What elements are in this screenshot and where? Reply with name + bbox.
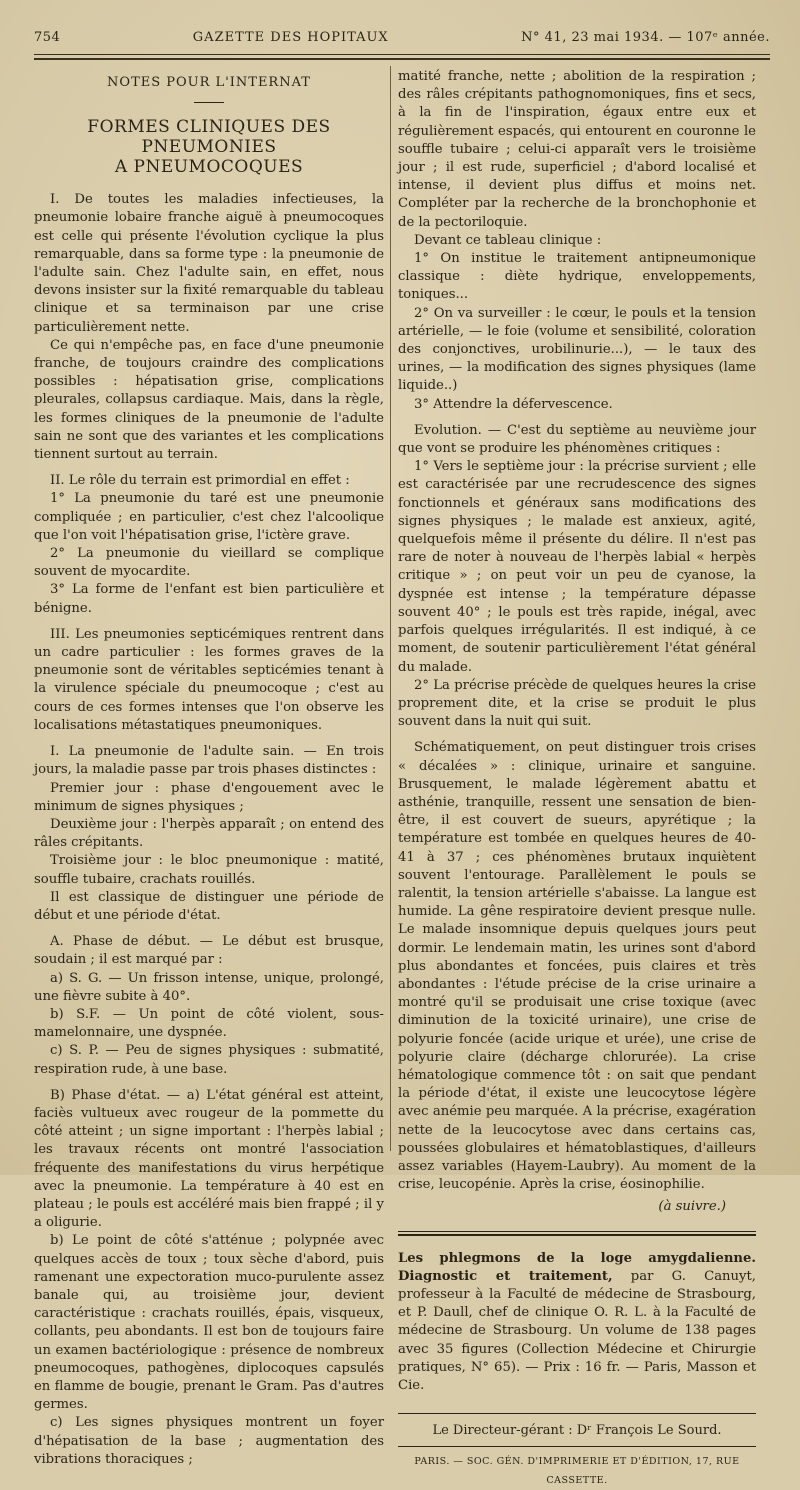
page-header (34, 30, 770, 45)
paragraph: b) Le point de côté s'atténue ; polypnée avec quelques accès de toux ; toux sèche d'abord, puis ramenant une expectoration muco-purulente assez banale qui, au troisième jour, devient caractéristique : crachats rouillés, épais, visqueux, collants, peu abondants. Il est bon de toujours faire un examen bactériologique : présence de nombreux pneumocoques, pathogènes, diplocoques capsulés en flamme de bougie, prenant le Gram. Pas d'autres germes. (34, 1233, 384, 1413)
paragraph: II. Le rôle du terrain est primordial en effet : (50, 473, 350, 489)
header-rule-thick (34, 58, 770, 60)
book-notice (398, 1250, 756, 1396)
paragraph: I. La pneumonie de l'adulte sain. — En trois jours, la maladie passe par trois phases distinctes : (34, 744, 384, 778)
paragraph: c) S. P. — Peu de signes physiques : submatité, respiration rude, à une base. (34, 1043, 384, 1077)
paragraph: 1° La pneumonie du taré est une pneumonie compliquée ; en particulier, c'est chez l'alcoolique que l'on voit l'hépatisation grise, l'ictère grave. (34, 491, 384, 543)
paragraph: Devant ce tableau clinique : (414, 232, 602, 248)
paragraph: Premier jour : phase d'engouement avec le minimum de signes physiques ; (34, 780, 384, 814)
printer-line: PARIS. — SOC. GÉN. D'IMPRIMERIE ET D'ÉDITION, 17, RUE CASSETTE. (414, 1456, 740, 1486)
paragraph: Evolution. — C'est du septième au neuvième jour que vont se produire les phénomènes critiques : (398, 422, 756, 457)
paragraph: B) Phase d'état. — a) L'état général est atteint, faciès vultueux avec rougeur de la pommette du côté atteint ; un signe important : l'herpès labial ; les travaux récents ont montré l'association fréquente des manifestations du virus herpétique avec la pneumonie. La température à 40 est en plateau ; le pouls est accéléré mais bien frappé ; il y a oligurie. (34, 1087, 384, 1231)
paragraph: I. De toutes les maladies infectieuses, la pneumonie lobaire franche aiguë à pneumocoques est celle qui présente l'évolution cyclique la plus remarquable, dans sa forme type : la pneumonie de l'adulte sain. Chez l'adulte sain, en effet, nous devons insister sur la fixité remarquable du tableau clinique et sa terminaison par une crise particulièrement nette. (34, 192, 384, 335)
paragraph: Troisième jour : le bloc pneumonique : matité, souffle tubaire, crachats rouillés. (34, 853, 384, 887)
to-be-continued: (à suivre.) (658, 1199, 726, 1215)
heading-dash (194, 102, 224, 103)
paragraph: matité franche, nette ; abolition de la respiration ; des râles crépitants pathognomoniques, fins et secs, à la fin de l'inspiration, égaux entre eux et régulièrement espacés, qui entourent en couronne le souffle tubaire ; celui-ci apparaît vers le troisième jour ; il est rude, superficiel ; d'abord localisé et intense, il devient plus diffus et moins net. Compléter par la recherche de la bronchophonie et de la pectoriloquie. (398, 69, 756, 230)
header-rule (34, 54, 770, 55)
separator-rule (398, 1413, 756, 1414)
article-title-line-1: FORMES CLINIQUES DES PNEUMONIES (87, 117, 331, 158)
paragraph: 3° Attendre la défervescence. (414, 396, 613, 412)
paragraph: b) S.F. — Un point de côté violent, sous-mamelonnaire, une dyspnée. (34, 1006, 384, 1041)
paragraph: III. Les pneumonies septicémiques rentrent dans un cadre particulier : les formes graves de la pneumonie sont de véritables septicémies tenant à la virulence spéciale du pneumocoque ; c'est au cours de ces formes intenses que l'on observe les localisations métastatiques pneumoniques. (34, 626, 384, 733)
paragraph: 1° On institue le traitement antipneumonique classique : diète hydrique, enveloppements, toniques... (398, 251, 756, 303)
article-title-line-2: A PNEUMOCOQUES (114, 157, 304, 178)
book-title: Les phlegmons de la loge amygdalienne. Diagnostic et traitement, (398, 1250, 756, 1284)
separator-rule (398, 1231, 756, 1232)
paragraph: Schématiquement, on peut distinguer trois crises « décalées » : clinique, urinaire et sanguine. Brusquement, le malade légèrement abattu et asthénie, tranquille, ressent une sensation de bien-être, il est couvert de sueurs, apyrétique ; la température est tombée en quelques heures de 40-41 à 37 ; ces phénomènes brutaux inquiètent souvent l'entourage. Parallèlement le pouls se ralentit, la tension artérielle s'abaisse. La langue est humide. La gêne respiratoire devient presque nulle. Le malade insomnique depuis quelques jours peut dormir. Le lendemain matin, les urines sont d'abord plus abondantes et foncées, puis claires et très abondantes : l'étude précise de la crise urinaire a montré qu'il se produisait une crise toxique (avec diminution de la toxicité urinaire), une crise de polyurie foncée (acide urique et urée), une crise de polyurie claire (décharge chlorurée). La crise hématologique commence tôt : on sait que pendant la période d'état, il existe une leucocytose légère avec anémie peu marquée. A la précrise, exagération nette de la leucocytose avec dans certains cas, poussées globulaires et hématoblastiques, d'ailleurs assez variables (Hayem-Laubry). Au moment de la crise, leucopénie. Après la crise, éosinophilie. (398, 740, 756, 1193)
journal-title: GAZETTE DES HOPITAUX (192, 30, 389, 45)
director-line: Le Directeur-gérant : Dʳ François Le Sourd. (432, 1423, 722, 1439)
article-title (34, 117, 384, 177)
paragraph: c) Les signes physiques montrent un foyer d'hépatisation de la base ; augmentation des vibrations thoraciques ; (34, 1415, 384, 1467)
column-divider (390, 66, 391, 1151)
page-number: 754 (34, 30, 61, 45)
paragraph: Deuxième jour : l'herpès apparaît ; on entend des râles crépitants. (34, 816, 384, 851)
paragraph: A. Phase de début. — Le début est brusque, soudain ; il est marqué par : (34, 934, 384, 968)
paragraph: 3° La forme de l'enfant est bien particulière et bénigne. (34, 582, 384, 616)
paragraph: 2° On va surveiller : le cœur, le pouls et la tension artérielle, — le foie (volume et sensibilité, coloration des conjonctives, urobilinurie...), — le taux des urines, — la modification des signes physiques (lame liquide..) (398, 305, 756, 394)
paragraph: Ce qui n'empêche pas, en face d'une pneumonie franche, de toujours craindre des complications possibles : hépatisation grise, complications pleurales, collapsus cardiaque. Mais, dans la règle, les formes cliniques de la pneumonie de l'adulte sain ne sont que des variantes et les complications tiennent surtout au terrain. (34, 337, 384, 463)
section-heading: NOTES POUR L'INTERNAT (107, 75, 311, 90)
paragraph: 2° La pneumonie du vieillard se complique souvent de myocardite. (34, 546, 384, 580)
issue-info: N° 41, 23 mai 1934. — 107ᵉ année. (521, 30, 770, 45)
right-column (398, 68, 756, 1490)
separator-rule-thick (398, 1234, 756, 1236)
paragraph: Il est classique de distinguer une période de début et une période d'état. (34, 889, 384, 923)
paragraph: 2° La précrise précède de quelques heures la crise proprement dite, et la crise se produit le plus souvent dans la nuit qui suit. (398, 677, 756, 730)
book-details: par G. Canuyt, professeur à la Faculté de médecine de Strasbourg, et P. Daull, chef de clinique O. R. L. à la Faculté de médecine de Strasbourg. Un volume de 138 pages avec 35 figures (Collection Médecine et Chirurgie pratiques, N° 65). — Prix : 16 fr. — Paris, Masson et Cie. (398, 1268, 756, 1394)
separator-rule (398, 1446, 756, 1447)
left-column (34, 68, 384, 1469)
paragraph: a) S. G. — Un frisson intense, unique, prolongé, une fièvre subite à 40°. (34, 970, 384, 1004)
paragraph: 1° Vers le septième jour : la précrise survient ; elle est caractérisée par une recrudescence des signes fonctionnels et généraux sans modifications des signes physiques ; le malade est anxieux, agité, quelquefois même il présente du délire. Il n'est pas rare de noter à nouveau de l'herpès labial « herpès critique » ; on peut voir un peu de cyanose, la dyspnée est intense ; la température dépasse souvent 40° ; le pouls est très rapide, inégal, avec parfois quelques irrégularités. Il est indiqué, à ce moment, de soutenir particulièrement l'état général du malade. (398, 459, 756, 675)
